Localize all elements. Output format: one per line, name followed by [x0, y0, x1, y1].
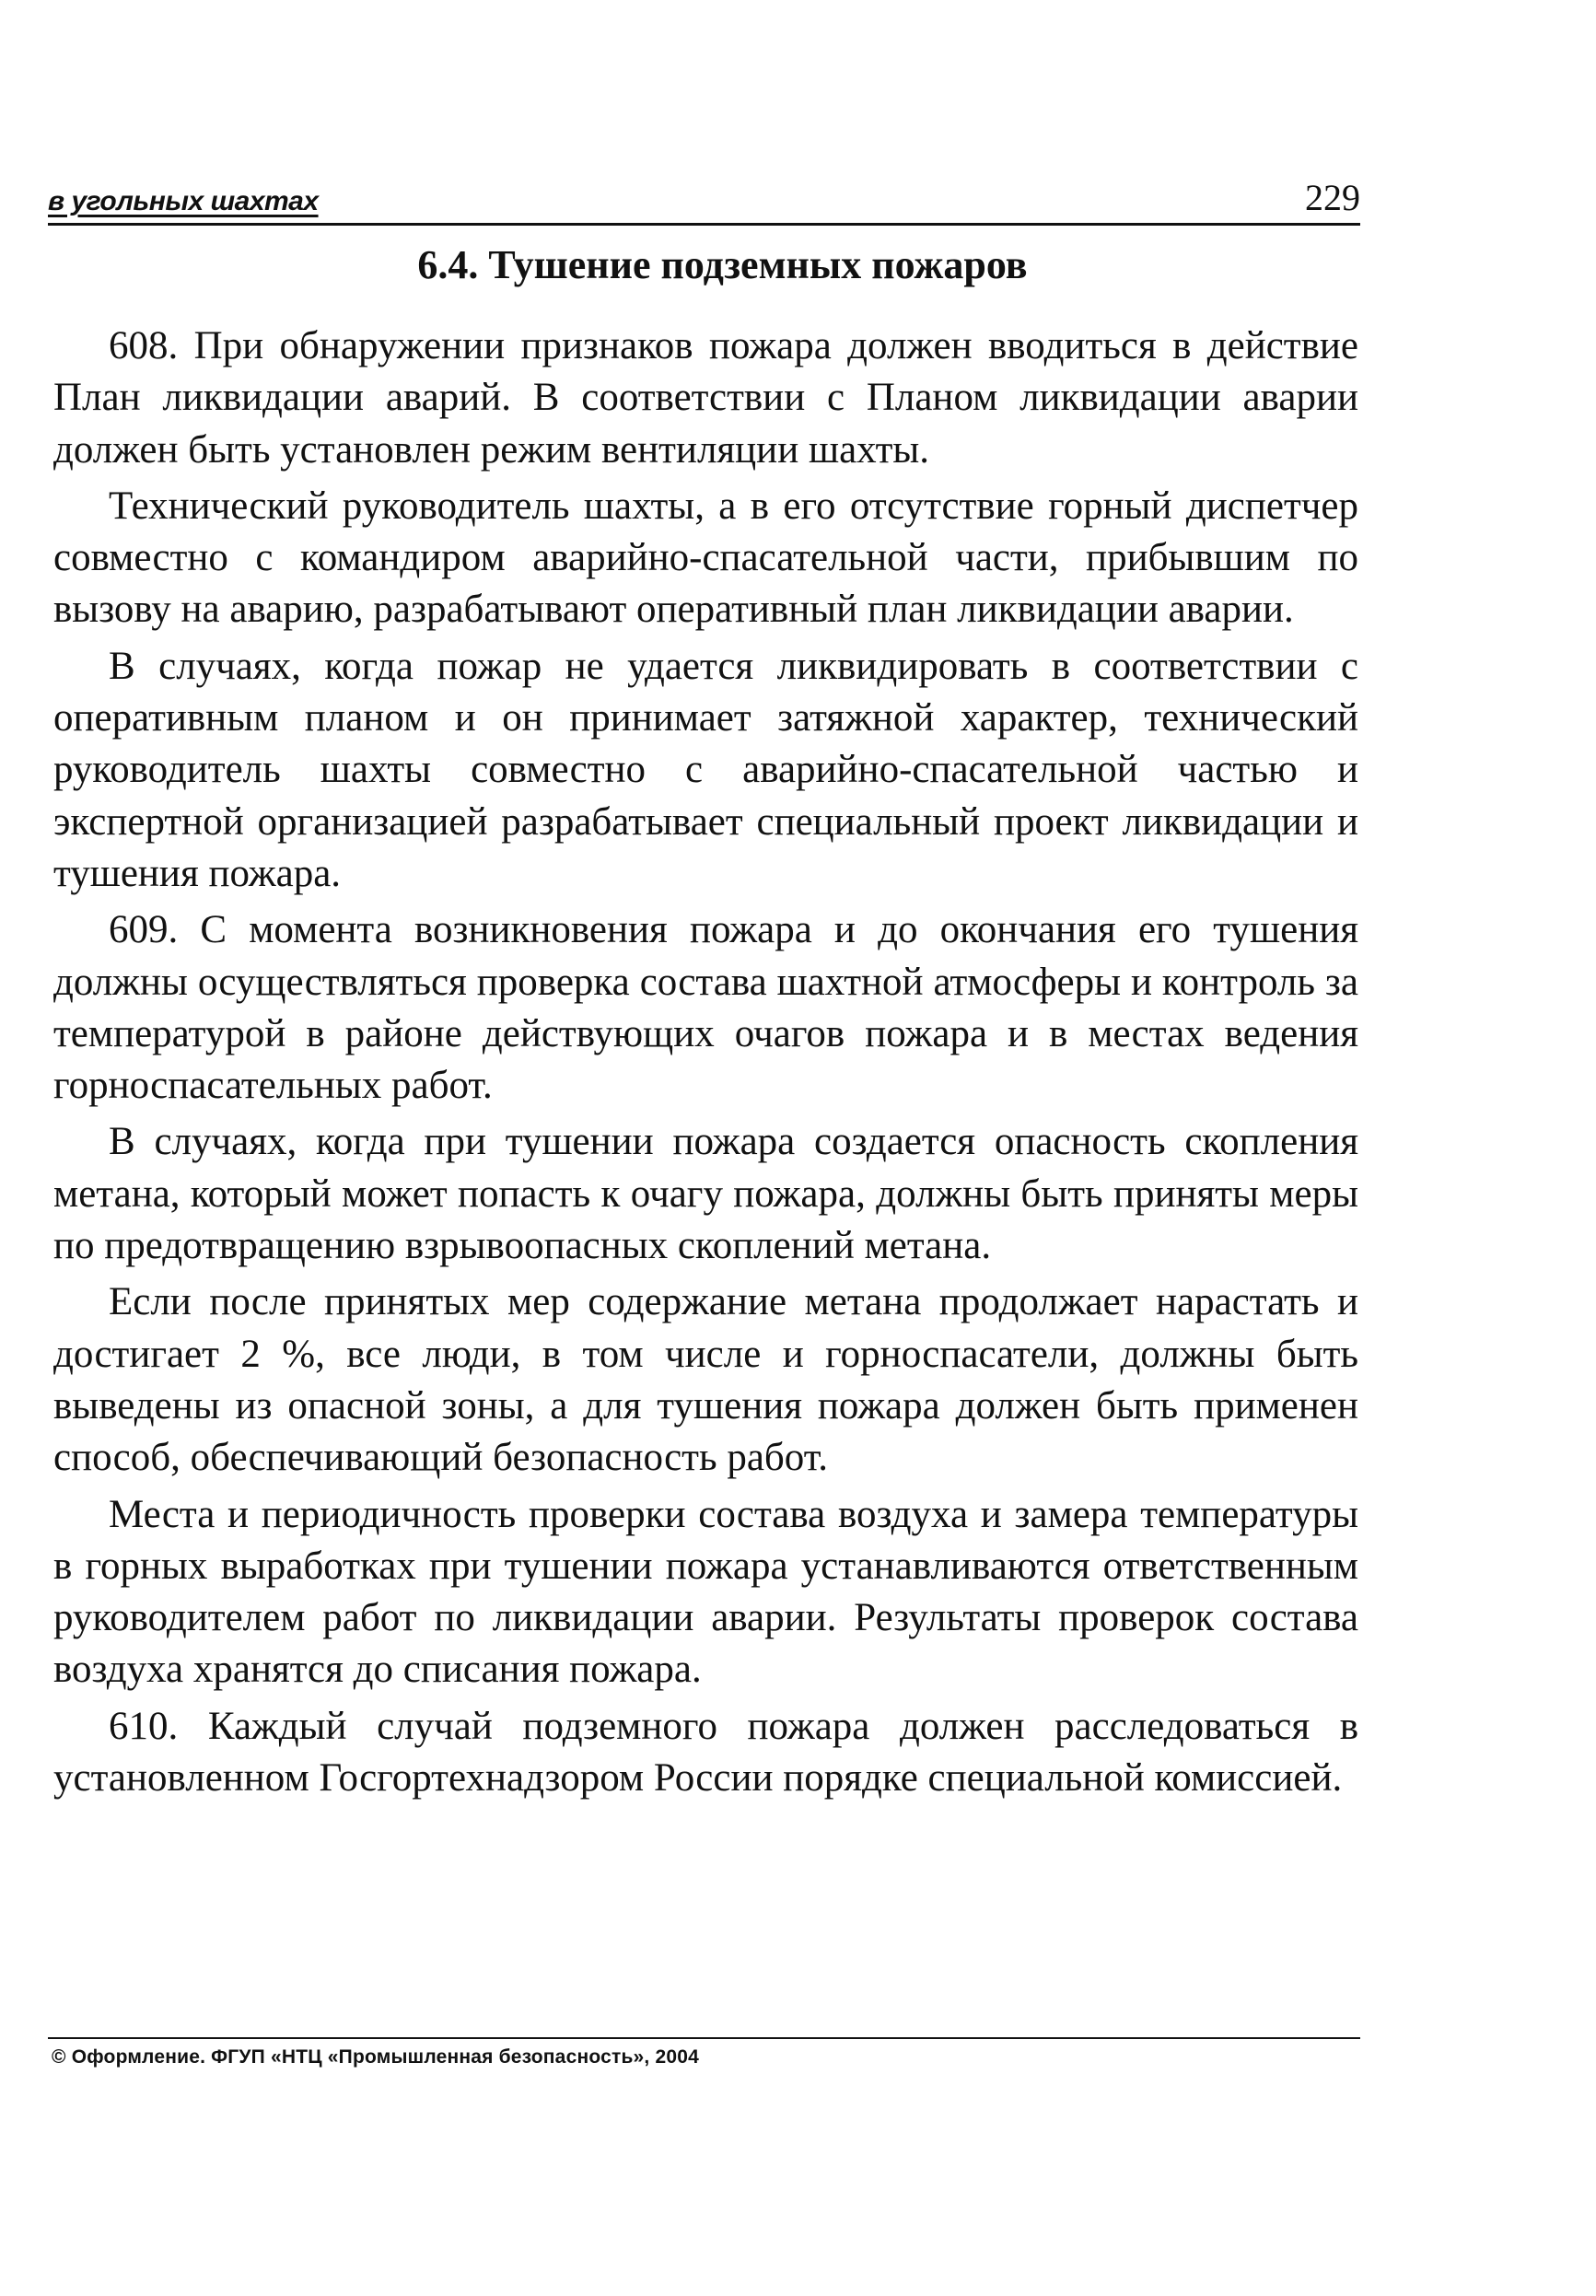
running-header [48, 175, 1360, 226]
copyright-footer: © Оформление. ФГУП «НТЦ «Промышленная безопасность», 2004 [52, 2046, 700, 2068]
paragraph: Если после принятых мер содержание метана продолжает нарастать и достигает 2 %, все люди, в том числе и горноспасатели, должны быть выведены из опасной зоны, а для тушения пожара должен быть применен способ, обеспечивающий безопасность работ. [53, 1280, 1358, 1480]
body-text [53, 321, 1358, 1809]
paragraph: Технический руководитель шахты, а в его отсутствие горный диспетчер совместно с командиром аварийно-спасательной части, прибывшим по вызову на аварию, разрабатывают оперативный план ликвидации аварии. [53, 484, 1358, 632]
page-number: 229 [1305, 177, 1360, 218]
footer-divider [48, 2037, 1360, 2039]
paragraph-609: 609. С момента возникновения пожара и до окончания его тушения должны осуществляться проверка состава шахтной атмосферы и контроль за температурой в районе действующих очагов пожара и в местах ведения горноспасательных работ. [53, 908, 1358, 1108]
paragraph: В случаях, когда пожар не удается ликвидировать в соответствии с оперативным планом и он принимает затяжной характер, технический руководитель шахты совместно с аварийно-спасательной частью и экспертной организацией разрабатывает специальный проект ликвидации и тушения пожара. [53, 644, 1358, 895]
paragraph: В случаях, когда при тушении пожара создается опасность скопления метана, который может попасть к очагу пожара, должны быть приняты меры по предотвращению взрывоопасных скоплений метана. [53, 1120, 1358, 1268]
paragraph-608: 608. При обнаружении признаков пожара должен вводиться в действие План ликвидации аварий. В соответствии с Планом ликвидации аварии должен быть установлен режим вентиляции шахты. [53, 324, 1358, 472]
paragraph: Места и периодичность проверки состава воздуха и замера температуры в горных выработках при тушении пожара устанавливаются ответственным руководителем работ по ликвидации аварии. Результаты проверок состава воздуха хранятся до списания пожара. [53, 1492, 1358, 1692]
running-header-section: в угольных шахтах [48, 186, 319, 216]
paragraph-610: 610. Каждый случай подземного пожара должен расследоваться в установленном Госгортехнадзором России порядке специальной комиссией. [53, 1704, 1358, 1801]
chapter-title: 6.4. Тушение подземных пожаров [417, 242, 1028, 287]
